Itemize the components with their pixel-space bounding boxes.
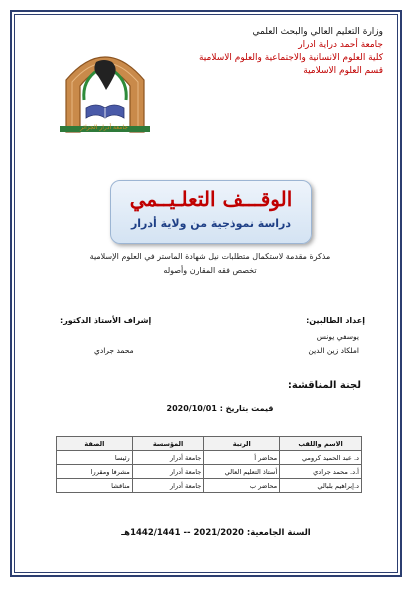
ministry-name: وزارة التعليم العالي والبحث العلمي: [252, 27, 383, 37]
committee-label: لجنة المناقشة:: [287, 380, 361, 391]
students-label: إعداد الطالبين:: [306, 316, 365, 325]
table-row: [57, 479, 362, 493]
thesis-title: الوقـــف التعلـيــمي: [129, 187, 293, 211]
memo-purpose: مذكرة مقدمة لاستكمال متطلبات نيل شهادة الماستر في العلوم الإسلامية: [89, 252, 331, 261]
jury-table-header: [57, 437, 362, 451]
jury-table: [56, 436, 362, 493]
supervisor-name: محمد جرادي: [94, 346, 134, 355]
table-cell: د. عبد الحميد كرومي: [280, 451, 362, 465]
students-list: [308, 330, 359, 358]
table-cell: أستاذ التعليم العالي: [204, 465, 280, 479]
column-header: المؤسسة: [132, 437, 204, 451]
table-row: [57, 451, 362, 465]
table-cell: جامعة أدرار: [132, 479, 204, 493]
column-header: الصفة: [57, 437, 133, 451]
column-header: الاسم واللقب: [280, 437, 362, 451]
university-logo-icon: [54, 40, 156, 136]
department-name: قسم العلوم الاسلامية: [303, 66, 383, 76]
defense-date: قيمت بتاريخ : 2020/10/01: [166, 404, 274, 413]
table-cell: د.إبراهيم بلبالي: [280, 479, 362, 493]
column-header: الرتبة: [204, 437, 280, 451]
student-name: املكاد زين الدين: [308, 346, 359, 355]
institution-header: [143, 26, 383, 78]
memo-description: [40, 250, 380, 278]
table-cell: مناقشا: [57, 479, 133, 493]
memo-specialty: تخصص فقه المقارن وأصوله: [163, 266, 257, 275]
table-row: [57, 465, 362, 479]
table-cell: جامعة أدرار: [132, 465, 204, 479]
faculty-name: كلية العلوم الانسانية والاجتماعية والعلوم الاسلامية: [198, 53, 383, 63]
table-cell: محاضر ب: [204, 479, 280, 493]
supervisor-label: إشراف الأستاذ الدكتور:: [60, 316, 152, 325]
logo-caption: جامعة أدرار الجزائر: [80, 124, 128, 131]
table-cell: مشرفا ومقررا: [57, 465, 133, 479]
thesis-subtitle: دراسة نموذجية من ولاية أدرار: [130, 217, 292, 230]
academic-year: السنة الجامعية: 2021/2020 -- 1442/1441هـ: [121, 528, 311, 538]
table-cell: جامعة أدرار: [132, 451, 204, 465]
student-name: يوسفي يونس: [316, 332, 359, 341]
table-cell: أ.د. محمد جرادي: [280, 465, 362, 479]
university-name: جامعة أحمد دراية ادرار: [298, 40, 383, 50]
table-cell: محاضر أ: [204, 451, 280, 465]
thesis-title-box: [110, 180, 312, 244]
table-cell: رئيسا: [57, 451, 133, 465]
